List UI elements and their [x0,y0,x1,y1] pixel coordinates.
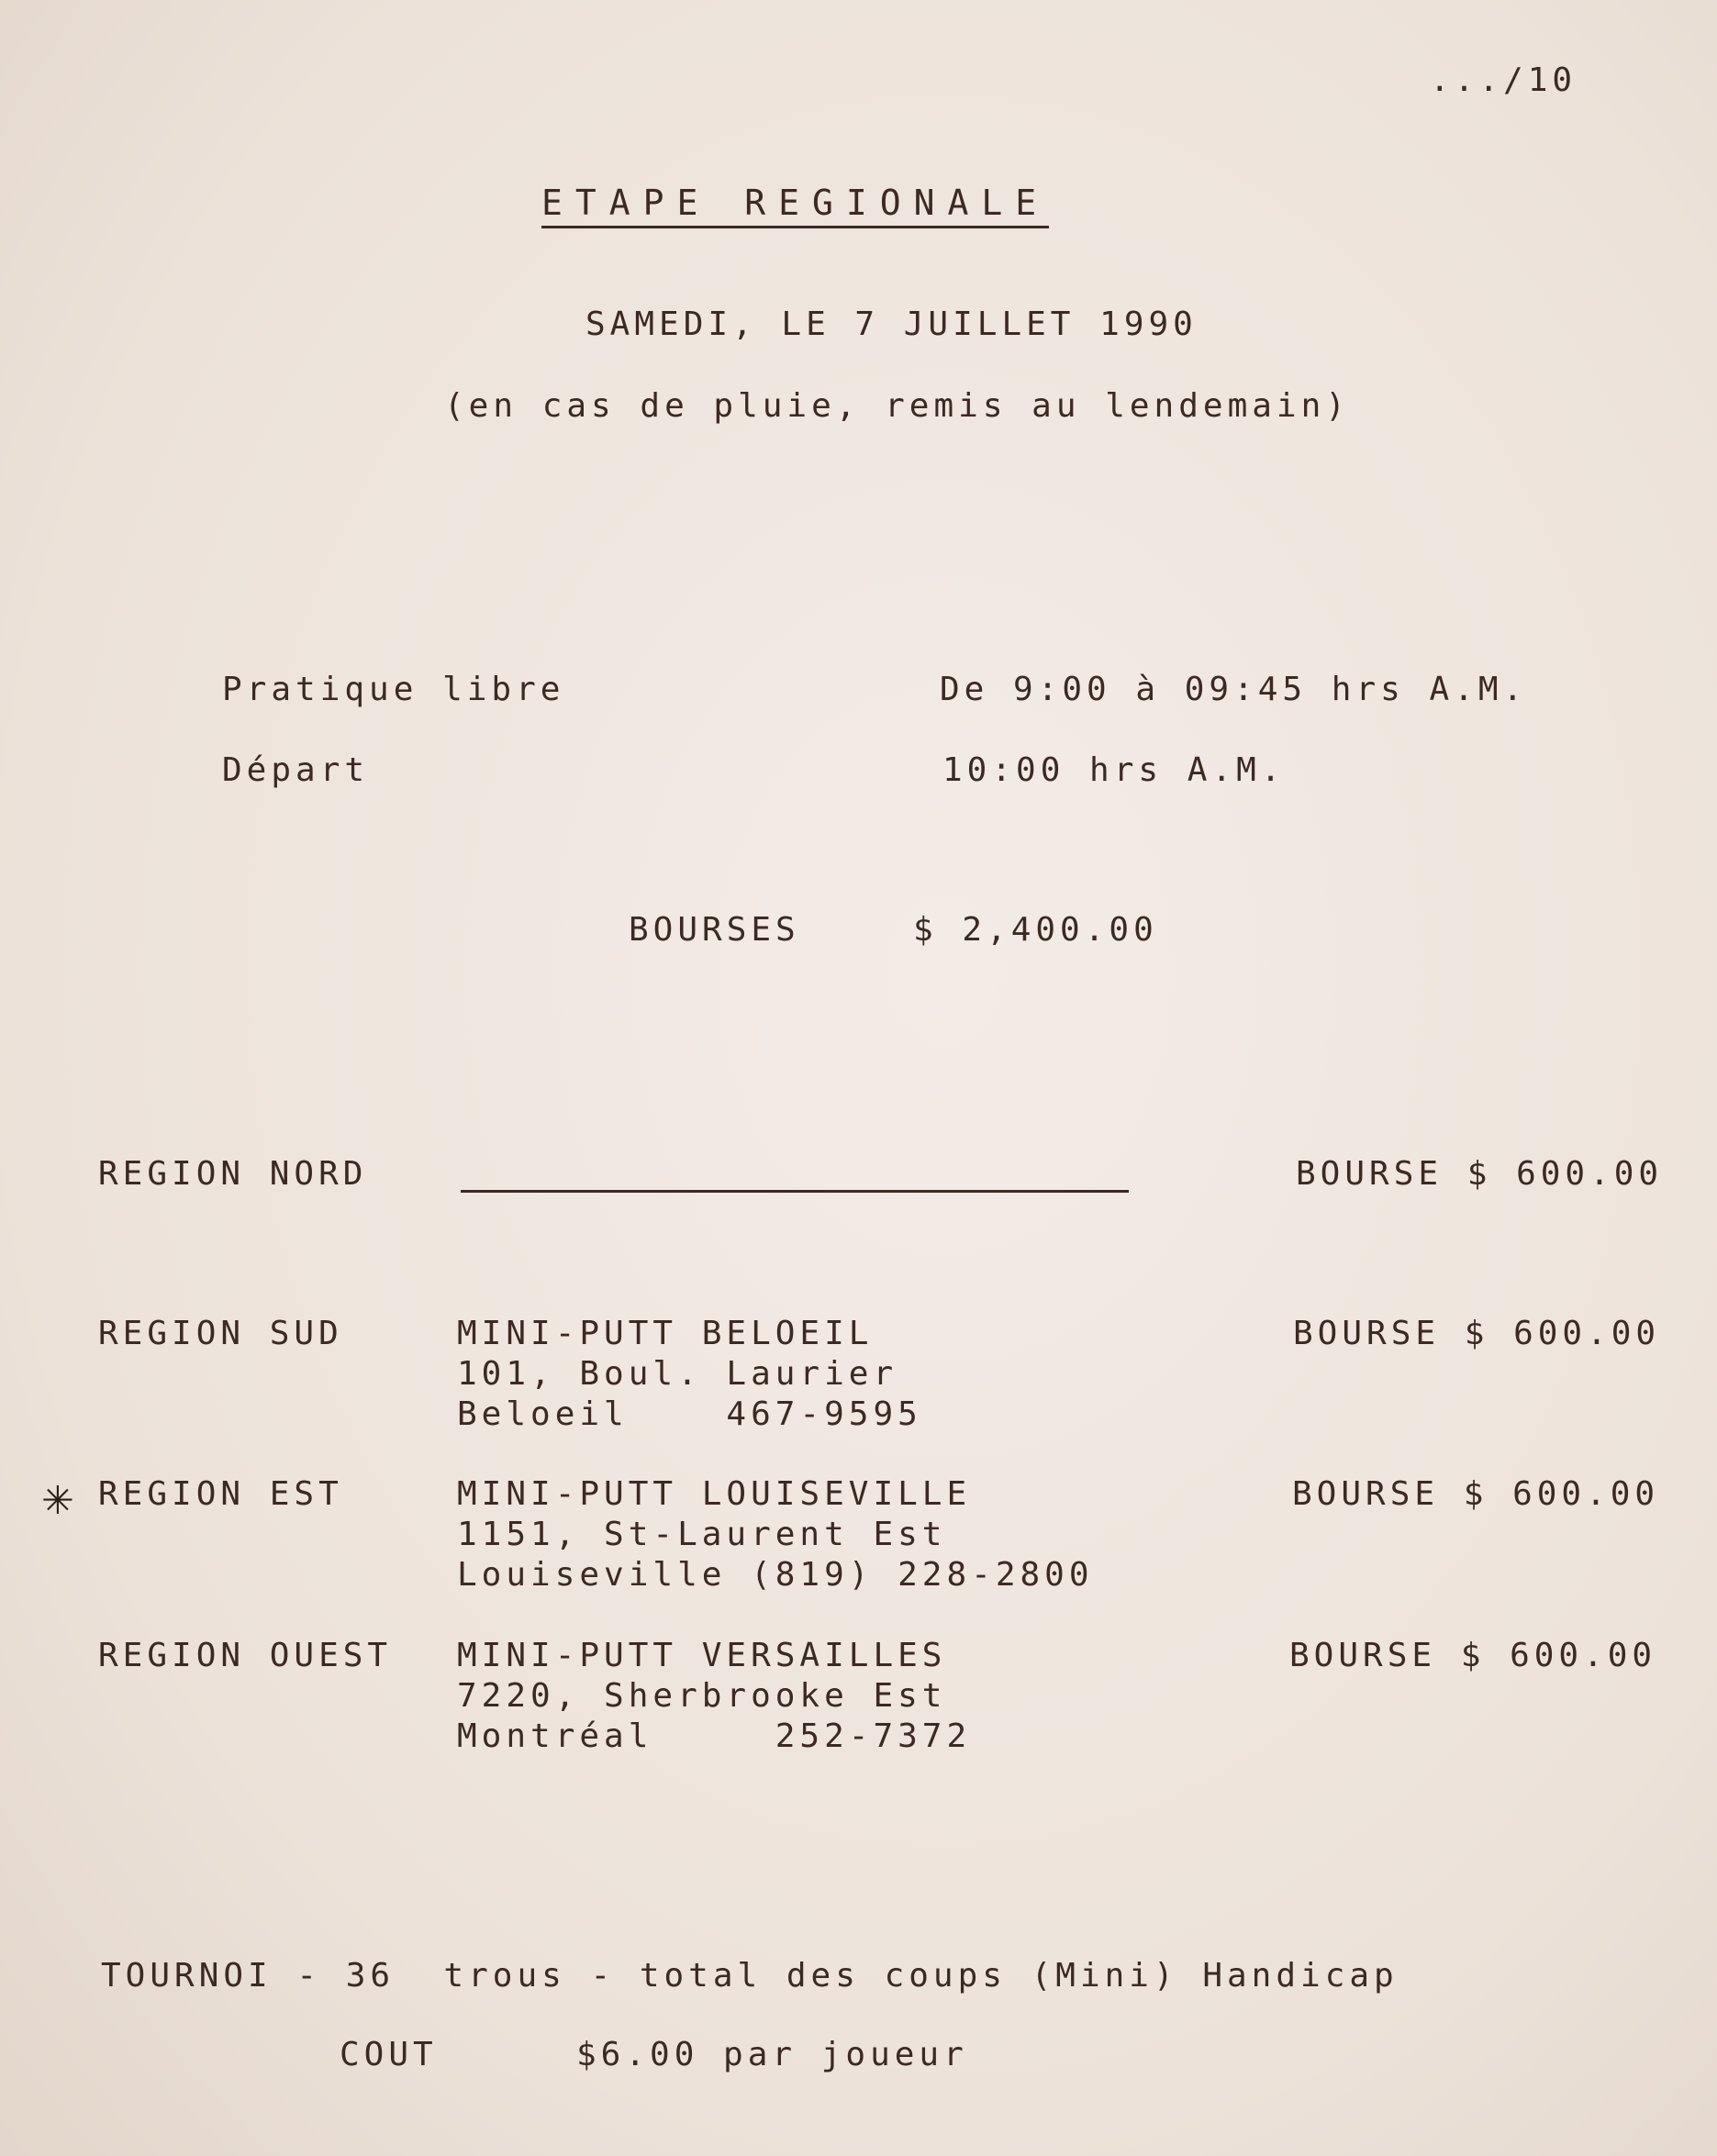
region-name: REGION SUD [98,1315,343,1352]
region-address: 101, Boul. Laurier [457,1355,898,1393]
region-bourse: BOURSE $ 600.00 [1289,1637,1657,1674]
region-phone: Beloeil 467-9595 [457,1395,922,1433]
region-address: 7220, Sherbrooke Est [457,1677,947,1715]
blank-line [461,1190,1129,1193]
region-phone: Montréal 252-7372 [457,1717,972,1755]
region-name: REGION NORD [98,1155,368,1193]
region-bourse: BOURSE $ 600.00 [1292,1475,1660,1513]
region-name: REGION OUEST [98,1637,393,1674]
rain-note: (en cas de pluie, remis au lendemain) [444,387,1350,425]
schedule-label: Départ [222,751,370,789]
region-bourse: BOURSE $ 600.00 [1296,1155,1664,1193]
region-venue: MINI-PUTT VERSAILLES [457,1637,947,1674]
region-name: REGION EST [98,1475,343,1513]
event-date: SAMEDI, LE 7 JUILLET 1990 [585,306,1198,343]
region-phone: Louiseville (819) 228-2800 [457,1556,1094,1594]
asterisk-mark: ✳ [42,1467,73,1527]
region-venue: MINI-PUTT BELOEIL [457,1315,874,1352]
bourses-amount: $ 2,400.00 [913,911,1158,949]
schedule-label: Pratique libre [222,671,565,708]
bourses-label: BOURSES [629,911,800,949]
tournament-info: TOURNOI - 36 trous - total des coups (Mini) Handicap [101,1957,1399,1995]
page-reference: .../10 [1430,61,1578,99]
region-bourse: BOURSE $ 600.00 [1293,1315,1661,1352]
region-address: 1151, St-Laurent Est [457,1516,947,1553]
cost-value: $6.00 par joueur [576,2036,968,2073]
page-title: ETAPE REGIONALE [541,185,1049,228]
schedule-value: De 9:00 à 09:45 hrs A.M. [940,671,1528,708]
cost-label: COUT [340,2036,438,2073]
schedule-value: 10:00 hrs A.M. [942,751,1286,789]
region-venue: MINI-PUTT LOUISEVILLE [457,1475,972,1513]
